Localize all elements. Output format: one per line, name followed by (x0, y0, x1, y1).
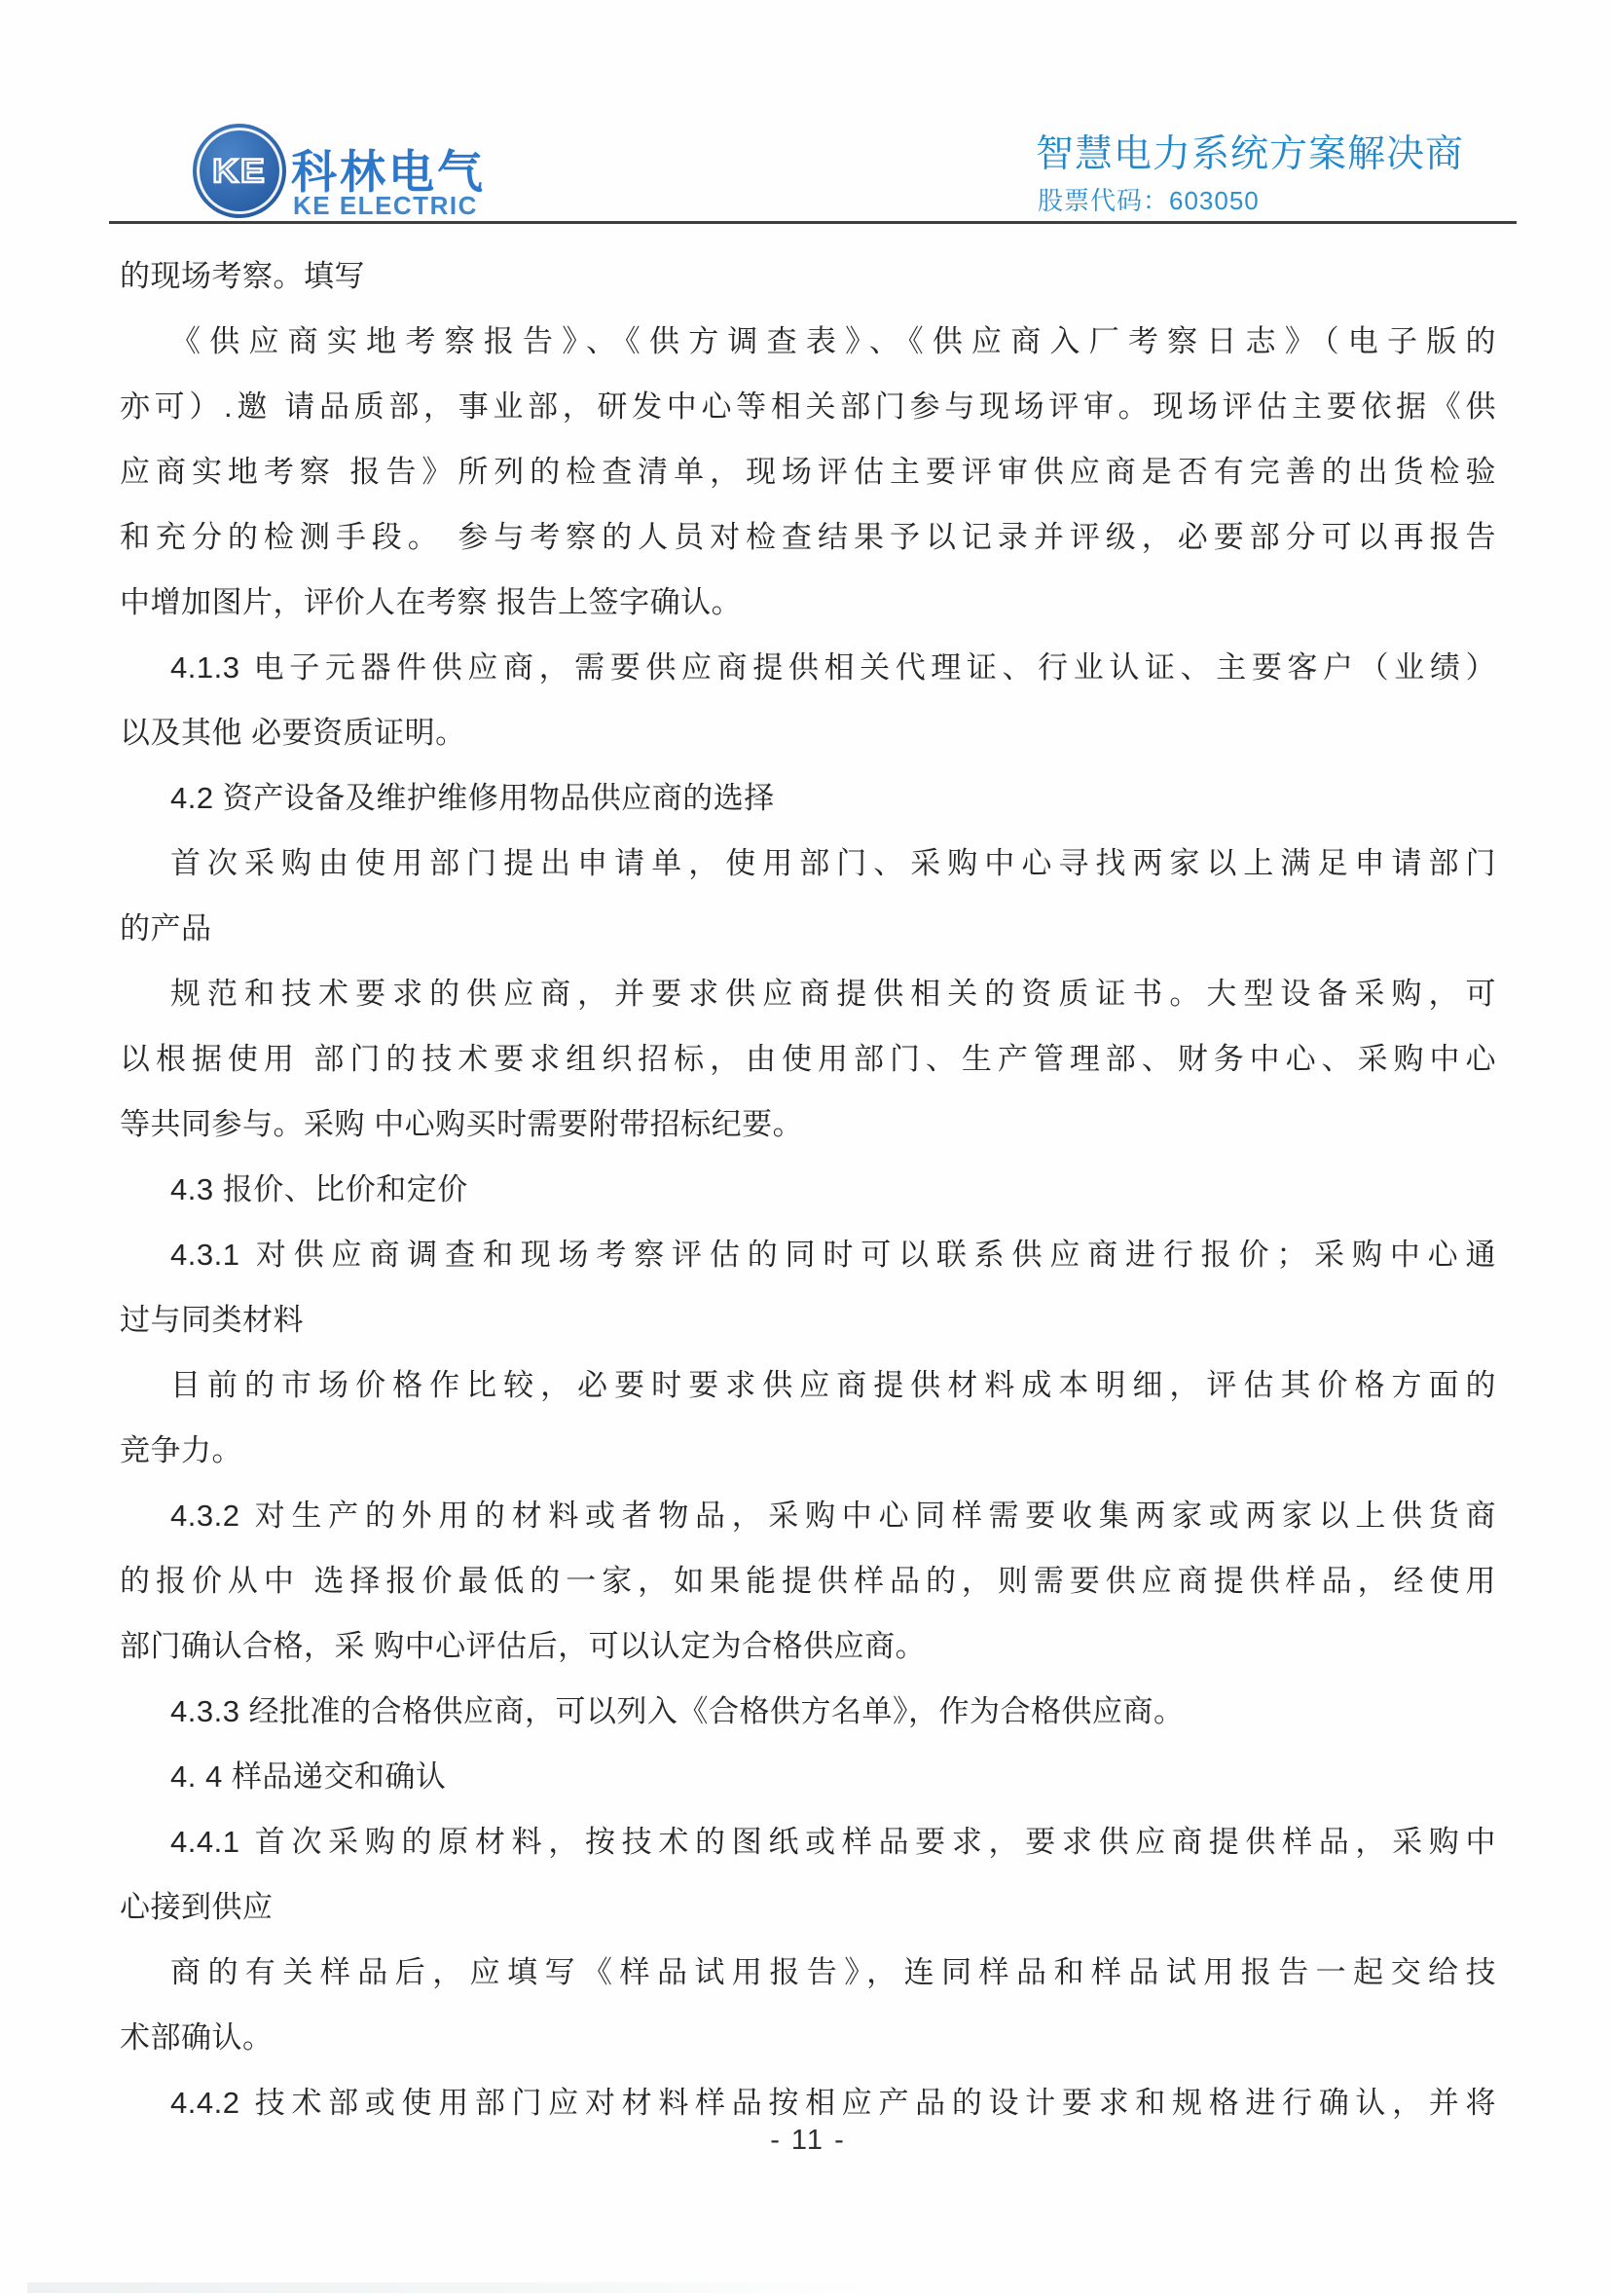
brand-name-english: KE ELECTRIC (293, 191, 478, 220)
text-line: 过与同类材料 (120, 1303, 304, 1337)
text-line: 4.3.1 对供应商调查和现场考察评估的同时可以联系供应商进行报价；采购中心通 (170, 1238, 1496, 1272)
text-line: 竞争力。 (120, 1433, 242, 1467)
text-line: 的产品 (120, 911, 212, 945)
company-tagline: 智慧电力系统方案解决商 (1036, 133, 1465, 175)
text-line: 以根据使用 部门的技术要求组织招标，由使用部门、生产管理部、财务中心、采购中心 (120, 1042, 1496, 1076)
text-line: 等共同参与。采购 中心购买时需要附带招标纪要。 (120, 1107, 804, 1141)
text-line: 的报价从中 选择报价最低的一家，如果能提供样品的，则需要供应商提供样品，经使用 (120, 1564, 1496, 1598)
text-line: 目前的市场价格作比较，必要时要求供应商提供材料成本明细，评估其价格方面的 (170, 1368, 1496, 1402)
text-line: 术部确认。 (120, 2020, 274, 2055)
text-line: 的现场考察。填写 (120, 259, 365, 293)
scan-artifact (27, 2282, 884, 2293)
text-line: 规范和技术要求的供应商，并要求供应商提供相关的资质证书。大型设备采购，可 (170, 977, 1496, 1011)
text-line: 亦可）.邀 请品质部，事业部，研发中心等相关部门参与现场评审。现场评估主要依据《供 (120, 389, 1496, 424)
text-line: 商的有关样品后，应填写《样品试用报告》，连同样品和样品试用报告一起交给技 (170, 1955, 1496, 1989)
text-line: 4.3 报价、比价和定价 (170, 1172, 468, 1206)
document-body (120, 243, 1496, 2135)
page-number: - 11 - (770, 2125, 846, 2156)
header-divider (109, 221, 1517, 224)
text-line: 4.2 资产设备及维护维修用物品供应商的选择 (170, 781, 775, 815)
text-line: 4.1.3 电子元器件供应商，需要供应商提供相关代理证、行业认证、主要客户（业绩） (170, 650, 1496, 685)
text-line: 4.3.2 对生产的外用的材料或者物品，采购中心同样需要收集两家或两家以上供货商 (170, 1499, 1496, 1533)
text-line: 和充分的检测手段。 参与考察的人员对检查结果予以记录并评级，必要部分可以再报告 (120, 520, 1496, 554)
stock-code: 股票代码：603050 (1038, 186, 1260, 215)
ke-logo-icon (193, 124, 286, 218)
text-line: 应商实地考察 报告》所列的检查清单，现场评估主要评审供应商是否有完善的出货检验 (120, 455, 1496, 489)
text-line: 4.4.2 技术部或使用部门应对材料样品按相应产品的设计要求和规格进行确认，并将 (170, 2086, 1496, 2120)
logo-monogram: KE (212, 152, 267, 189)
text-line: 4. 4 样品递交和确认 (170, 1759, 447, 1794)
text-line: 心接到供应 (120, 1890, 274, 1924)
text-line: 中增加图片，评价人在考察 报告上签字确认。 (120, 585, 743, 619)
text-line: 以及其他 必要资质证明。 (120, 716, 466, 750)
text-line: 《供应商实地考察报告》、《供方调查表》、《供应商入厂考察日志》（电子版的 (170, 324, 1496, 358)
text-line: 4.3.3 经批准的合格供应商，可以列入《合格供方名单》，作为合格供应商。 (170, 1694, 1185, 1728)
text-line: 首次采购由使用部门提出申请单，使用部门、采购中心寻找两家以上满足申请部门 (170, 846, 1496, 880)
text-line: 4.4.1 首次采购的原材料，按技术的图纸或样品要求，要求供应商提供样品，采购中 (170, 1825, 1496, 1859)
text-line: 部门确认合格，采 购中心评估后，可以认定为合格供应商。 (120, 1629, 927, 1663)
brand-name-chinese: 科林电气 (291, 146, 486, 198)
